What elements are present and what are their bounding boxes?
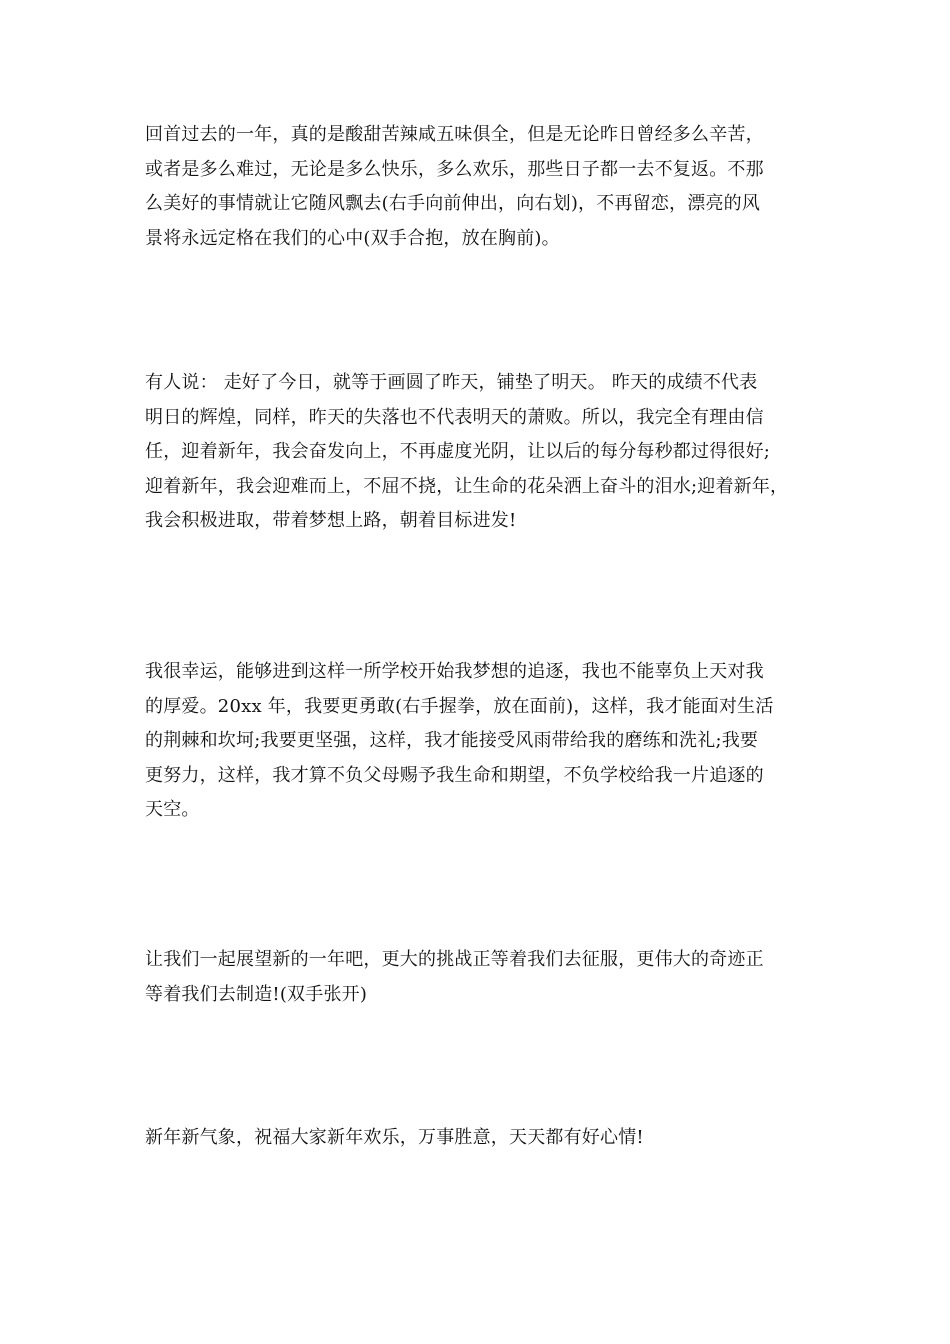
text-line: 回首过去的一年，真的是酸甜苦辣咸五味俱全，但是无论昨日曾经多么辛苦， — [145, 124, 764, 145]
text-line: 等着我们去制造!(双手张开) — [145, 983, 368, 1005]
paragraph-gratitude — [145, 655, 835, 828]
text-line: 天空。 — [145, 799, 200, 821]
paragraph-new-year — [145, 366, 835, 539]
text-line: 任，迎着新年，我会奋发向上，不再虚度光阴，让以后的每分每秒都过得很好; — [145, 441, 771, 463]
text-line: 的厚爱。20xx 年，我要更勇敢(右手握拳，放在面前)，这样，我才能面对生活 — [145, 695, 774, 717]
text-line: 迎着新年，我会迎难而上，不屈不挠，让生命的花朵洒上奋斗的泪水;迎着新年， — [145, 475, 789, 497]
text-line: 我很幸运，能够进到这样一所学校开始我梦想的追逐，我也不能辜负上天对我 — [145, 661, 764, 682]
text-line: 有人说： 走好了今日，就等于画圆了昨天，铺垫了明天。 昨天的成绩不代表 — [145, 372, 758, 393]
paragraph-outlook — [145, 943, 835, 1012]
text-line: 或者是多么难过，无论是多么快乐，多么欢乐，那些日子都一去不复返。不那 — [145, 158, 764, 180]
text-line: 新年新气象，祝福大家新年欢乐，万事胜意，天天都有好心情! — [145, 1127, 644, 1148]
text-line: 么美好的事情就让它随风飘去(右手向前伸出，向右划)，不再留恋，漂亮的风 — [145, 193, 761, 215]
text-line: 更努力，这样，我才算不负父母赐予我生命和期望，不负学校给我一片追逐的 — [145, 764, 764, 786]
text-line: 明日的辉煌，同样，昨天的失落也不代表明天的萧败。所以，我完全有理由信 — [145, 406, 764, 428]
text-line: 的荆棘和坎坷;我要更坚强，这样，我才能接受风雨带给我的磨练和洗礼;我要 — [145, 730, 759, 752]
text-line: 让我们一起展望新的一年吧，更大的挑战正等着我们去征服，更伟大的奇迹正 — [145, 949, 764, 970]
text-line: 我会积极进取，带着梦想上路，朝着目标进发! — [145, 510, 517, 532]
text-line: 景将永远定格在我们的心中(双手合抱，放在胸前)。 — [145, 227, 560, 249]
paragraph-review — [145, 118, 835, 256]
paragraph-blessing — [145, 1121, 835, 1156]
